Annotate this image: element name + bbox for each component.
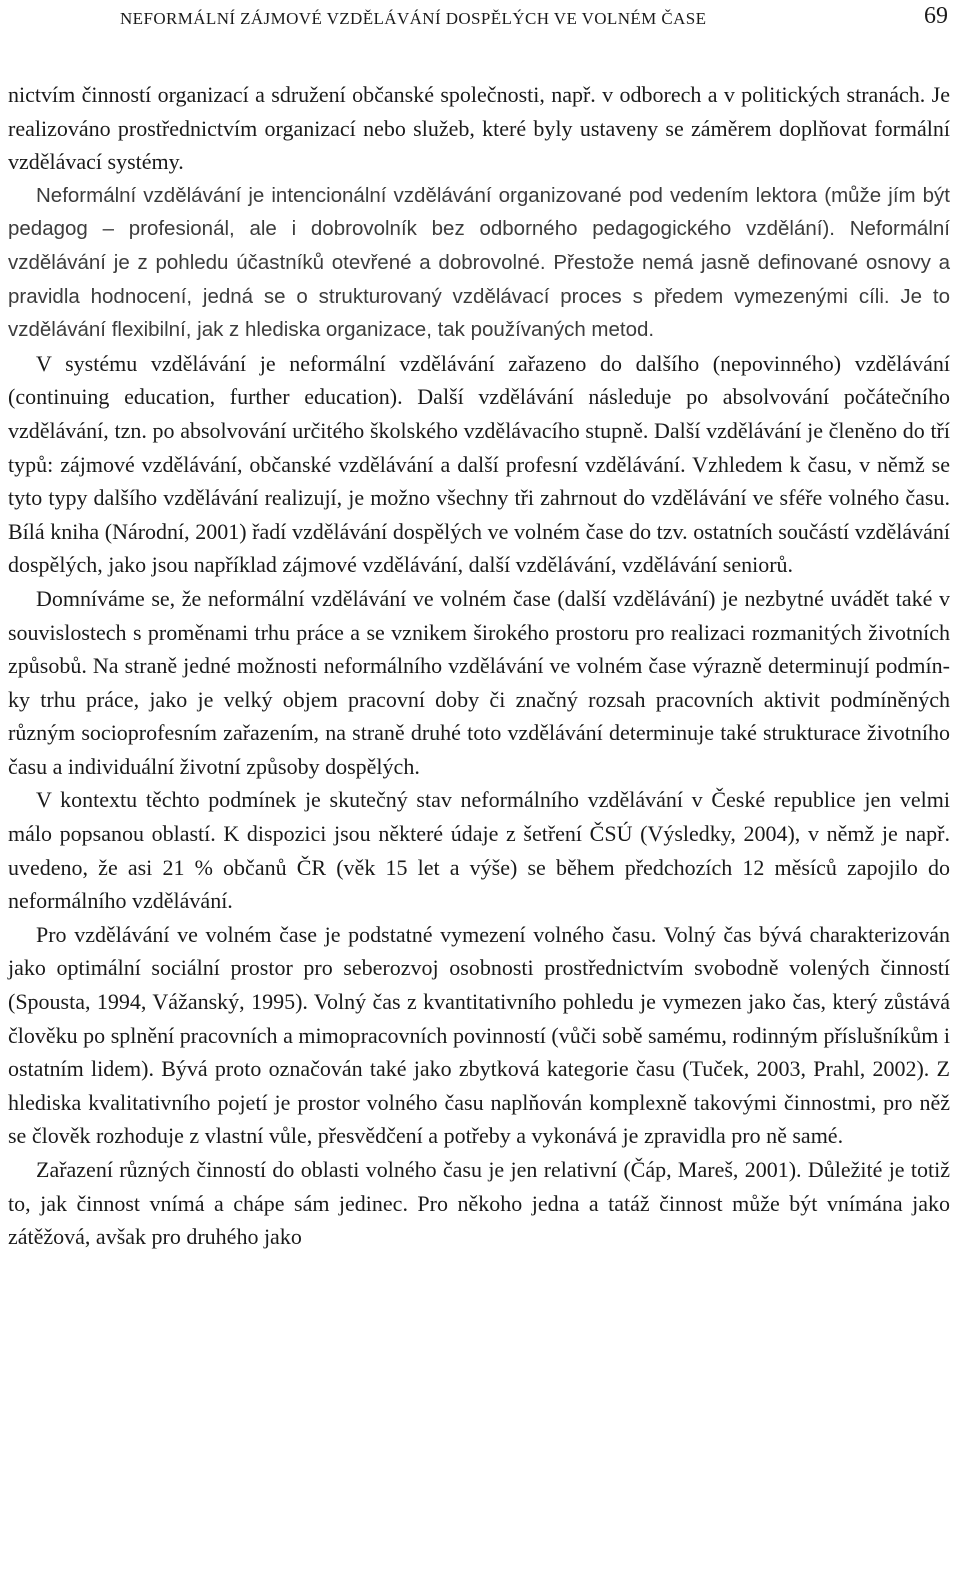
paragraph-czech-context: V kontextu těchto podmínek je skutečný stav neformálního vzdělávání v České republice jen velmi málo popsanou oblastí. K dispozici jsou některé údaje z šetření ČSÚ (Výsledky, 2004), v němž je např. uvedeno, že asi 21 % občanů ČR (věk 15 let a výše) se během předchozích 12 měsíců zapojilo do neformálního vzdělávání. [8,787,950,914]
paragraph-free-time: Pro vzdělávání ve volném čase je podstatné vymezení volného času. Volný čas bývá charakterizován jako optimální sociální prostor pro seberozvoj osobnosti prostřednictvím svobodně volených činností (Spousta, 1994, Vážanský, 1995). Volný čas z kvantitativního pohledu je vymezen jako čas, který zůstává člověku po splnění pracovních a mimopracovních povinností (vůči sobě samému, rodinným příslušníkům i ostatním lidem). Bývá proto označován také jako zbytková kategorie času (Tuček, 2003, Prahl, 2002). Z hlediska kvalitativního pojetí je prostor volného času naplňován komplexně takovými činnostmi, pro něž se člověk rozhoduje z vlastní vůle, přesvědčení a potřeby a vykonává je zpravidla pro ně samé. [8,921,950,1149]
body-text [8,78,950,1254]
page-number: 69 [924,3,948,29]
paragraph-system-placement: V systému vzdělávání je neformální vzdělávání zařazeno do dalšího (nepovinného) vzdělávání (continuing education, further education). Další vzdělávání následuje po absolvování počátečního vzdělávání, tzn. po absolvování určitého školského vzdělávacího stupně. Další vzdělávání je členěno do tří typů: zájmové vzdělávání, občanské vzdělávání a další profesní vzdělávání. Vzhledem k času, v němž se tyto typy dalšího vzdělávání realizují, je možno všechny tři zahrnout do vzdělávání ve sféře volného času. Bílá kniha (Národní, 2001) řadí vzdělávání dospělých ve volném čase do tzv. ostatních součástí vzdělávání dospělých, jako jsou například zájmové vzdělávání, další vzdělávání, vzdělávání seniorů. [8,350,950,578]
paragraph-activities: Zařazení různých činností do oblasti volného času je jen relativní (Čáp, Mareš, 2001). Důležité je totiž to, jak činnost vnímá a chápe sám jedinec. Pro někoho jedna a tatáž činnost může být vnímána jako zátěžová, avšak pro druhého jako [8,1157,950,1250]
page-header [0,0,960,40]
running-head: NEFORMÁLNÍ ZÁJMOVÉ VZDĚLÁVÁNÍ DOSPĚLÝCH VE VOLNÉM ČASE [120,9,707,28]
paragraph-continuation: nictvím činností organizací a sdružení občanské společnosti, např. v odborech a v politických stranách. Je realizováno prostřednictvím organizací nebo služeb, které byly ustaveny se záměrem doplňovat formální vzdělávací systémy. [8,82,950,175]
paragraph-labour-market: Domníváme se, že neformální vzdělávání ve volném čase (další vzdělávání) je nezbytné uvádět také v souvislostech s proměnami trhu práce a se vznikem širokého prostoru pro realizaci rozmanitých životních způsobů. Na straně jedné možnosti neformálního vzdělávání ve volném čase výrazně determinují podmínky trhu práce, jako je velký objem pracovní doby či značný rozsah pracovních aktivit podmíněných různým socioprofesním zařazením, na straně druhé toto vzdělávání determinuje také strukturace životního času a individuální životní způsoby dospělých. [8,585,950,779]
paragraph-nonformal-definition: Neformální vzdělávání je intencionální vzdělávání organizované pod vedením lektora (může jím být pedagog – profesionál, ale i dobrovolník bez odborného pedagogického vzdělání). Neformální vzdělávání je z pohledu účastníků otevřené a dobrovolné. Přestože nemá jasně definované osnovy a pravidla hodnocení, jedná se o strukturovaný vzdělávací proces s předem vymezenými cíli. Je to vzdělávání flexibilní, jak z hlediska organizace, tak používaných metod. [8,183,950,342]
